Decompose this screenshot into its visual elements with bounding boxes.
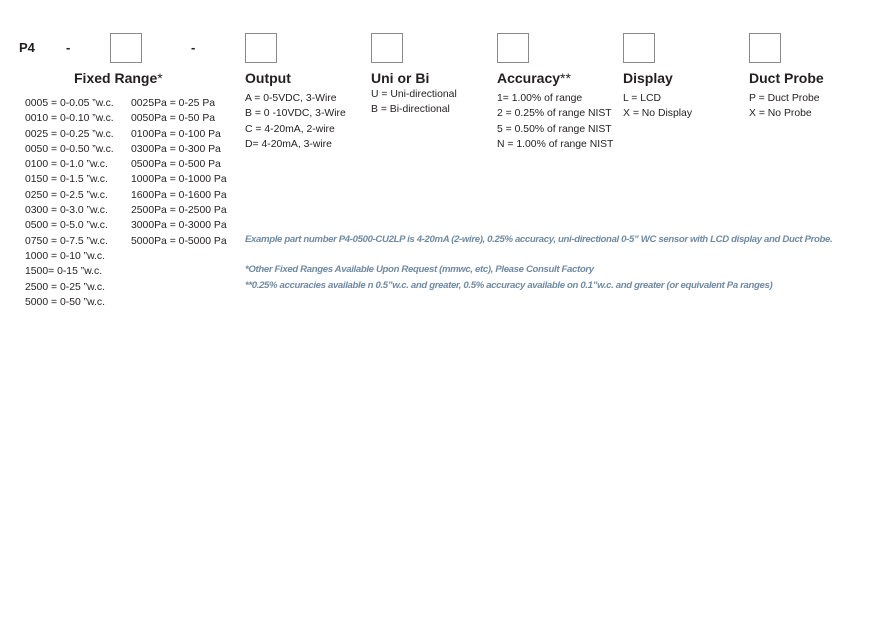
list-item: N = 1.00% of range NIST — [497, 138, 614, 150]
list-item: 0300 = 0-3.0 ”w.c. — [25, 205, 108, 217]
list-item: 0300Pa = 0-300 Pa — [131, 143, 221, 155]
list-item: 5000Pa = 0-5000 Pa — [131, 235, 227, 247]
list-item: 0500Pa = 0-500 Pa — [131, 159, 221, 171]
uni-or-bi-header: Uni or Bi — [371, 70, 430, 86]
list-item: 0025Pa = 0-25 Pa — [131, 98, 216, 109]
list-item: B = Bi-directional — [371, 104, 450, 116]
list-item: 2500Pa = 0-2500 Pa — [131, 205, 227, 217]
list-item: 2 = 0.25% of range NIST — [497, 108, 612, 120]
uni-or-bi-list — [371, 87, 457, 118]
separator-dash: - — [66, 40, 71, 55]
output-list — [245, 91, 346, 152]
list-item: X = No Display — [623, 108, 693, 120]
fixed-range-footnote-mark: * — [157, 70, 163, 86]
display-code-box — [623, 33, 655, 63]
list-item: 1600Pa = 0-1600 Pa — [131, 189, 227, 201]
fixed-range-title: Fixed Range — [74, 70, 158, 86]
duct-probe-code-box — [749, 33, 781, 63]
duct-probe-list — [749, 91, 820, 122]
list-item: D= 4-20mA, 3-wire — [245, 138, 332, 150]
accuracy-list — [497, 91, 613, 152]
other-ranges-footnote: *Other Fixed Ranges Available Upon Request (mmwc, etc), Please Consult Factory — [245, 264, 594, 275]
fixed-range-code-box — [110, 33, 142, 63]
list-item: 2500 = 0-25 ”w.c. — [25, 281, 105, 293]
display-list — [623, 91, 692, 122]
accuracy-code-box — [497, 33, 529, 63]
list-item: 0010 = 0-0.10 ”w.c. — [25, 113, 114, 125]
fixed-range-header — [74, 70, 163, 86]
list-item: 5000 = 0-50 ”w.c. — [25, 296, 105, 308]
list-item: A = 0-5VDC, 3-Wire — [245, 93, 337, 104]
part-prefix: P4 — [19, 40, 35, 55]
output-header: Output — [245, 70, 291, 86]
example-part-number-note: Example part number P4-0500-CU2LP is 4-20mA (2-wire), 0.25% accuracy, uni-directional 0-5” WC sensor with LCD display and Duct Probe. — [245, 234, 833, 245]
list-item: 3000Pa = 0-3000 Pa — [131, 220, 227, 232]
list-item: U = Uni-directional — [371, 89, 457, 100]
list-item: L = LCD — [623, 93, 662, 104]
list-item: 0025 = 0-0.25 ”w.c. — [25, 128, 114, 140]
fixed-range-wc-list — [25, 96, 114, 310]
list-item: B = 0 -10VDC, 3-Wire — [245, 108, 346, 120]
list-item: 0750 = 0-7.5 ”w.c. — [25, 235, 108, 247]
list-item: 0100 = 0-1.0 ”w.c. — [25, 159, 108, 171]
list-item: 0500 = 0-5.0 ”w.c. — [25, 220, 108, 232]
fixed-range-pa-list — [131, 96, 227, 249]
list-item: 1000 = 0-10 ”w.c. — [25, 250, 105, 262]
list-item: 1500= 0-15 ”w.c. — [25, 266, 103, 278]
list-item: C = 4-20mA, 2-wire — [245, 123, 335, 135]
list-item: 1= 1.00% of range — [497, 93, 583, 104]
list-item: 0050 = 0-0.50 ”w.c. — [25, 143, 114, 155]
list-item: X = No Probe — [749, 108, 812, 120]
list-item: 0150 = 0-1.5 ”w.c. — [25, 174, 108, 186]
direction-code-box — [371, 33, 403, 63]
display-header: Display — [623, 70, 673, 86]
accuracy-title: Accuracy — [497, 70, 561, 86]
list-item: 0250 = 0-2.5 ”w.c. — [25, 189, 108, 201]
list-item: 5 = 0.50% of range NIST — [497, 123, 612, 135]
list-item: 0100Pa = 0-100 Pa — [131, 128, 221, 140]
output-code-box — [245, 33, 277, 63]
duct-probe-header: Duct Probe — [749, 70, 824, 86]
list-item: P = Duct Probe — [749, 93, 820, 104]
accuracy-header — [497, 70, 571, 86]
list-item: 1000Pa = 0-1000 Pa — [131, 174, 227, 186]
list-item: 0005 = 0-0.05 ”w.c. — [25, 98, 114, 109]
accuracy-footnote: **0.25% accuracies available n 0.5”w.c. and greater, 0.5% accuracy available on 0.1”w.c. and greater (or equivalent Pa ranges) — [245, 280, 773, 291]
separator-dash: - — [191, 40, 196, 55]
accuracy-footnote-mark: ** — [560, 70, 571, 86]
list-item: 0050Pa = 0-50 Pa — [131, 113, 216, 125]
